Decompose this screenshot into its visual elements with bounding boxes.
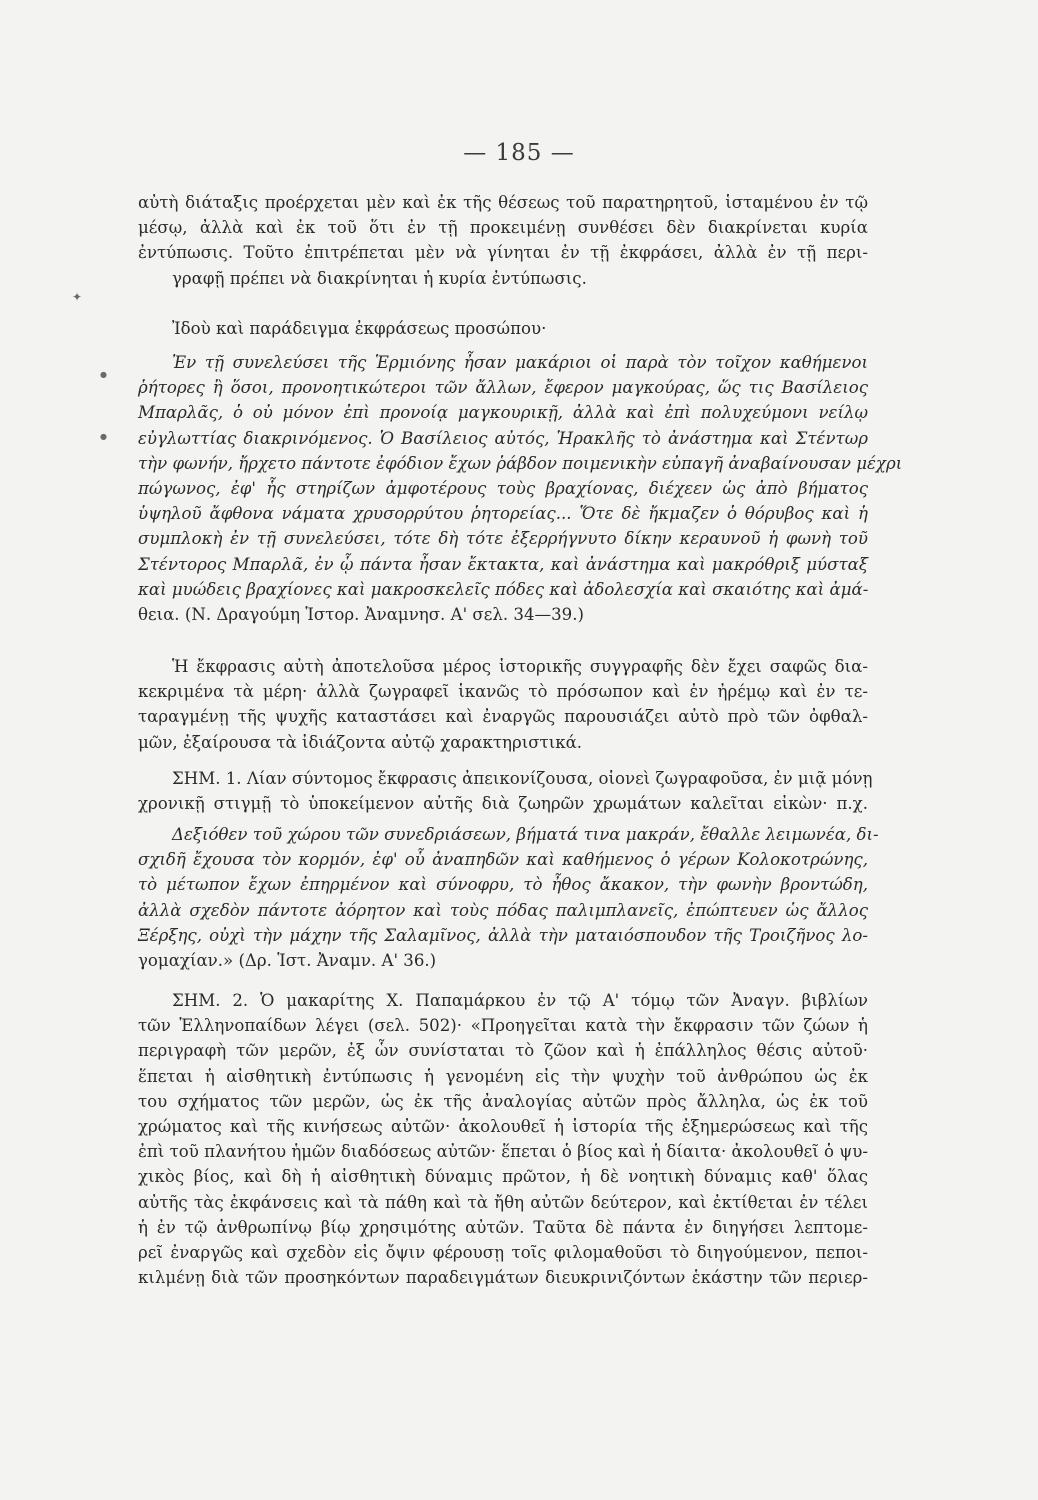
text-line: ἕπεται ἡ αἰσθητικὴ ἐντύπωσις ἡ γενομένη εἰς τὴν ψυχὴν τοῦ ἀνθρώπου ὡς ἐκ	[138, 1066, 868, 1086]
text-line: αὐτῆς τὰς ἐκφάνσεις καὶ τὰ πάθη καὶ τὰ ἤθη αὐτῶν δεύτερον, καὶ ἐκτίθεται ἐν τέλει	[138, 1192, 868, 1212]
text-line: ΣΗΜ. 2. Ὁ μακαρίτης Χ. Παπαμάρκου ἐν τῷ Α' τόμῳ τῶν Ἀναγν. βιβλίων	[172, 991, 868, 1010]
text-line: συμπλοκὴ ἐν τῇ συνελεύσει, τότε δὴ τότε ἐξερρήγνυτο δίκην κεραυνοῦ ἡ φωνὴ τοῦ	[138, 529, 868, 549]
text-line: ρεῖ ἐναργῶς καὶ σχεδὸν εἰς ὄψιν φέρουσῃ τοῖς φιλομαθοῦσι τὸ διηγούμενον, πεποι-	[138, 1242, 868, 1262]
text-line: ῥήτορες ἢ ὅσοι, προνοητικώτεροι τῶν ἄλλων, ἔφερον μαγκούρας, ὥς τις Βασίλειος	[138, 378, 868, 398]
text-line: ἐντύπωσις. Τοῦτο ἐπιτρέπεται μὲν νὰ γίνηται ἐν τῇ ἐκφράσει, ἀλλὰ ἐν τῇ περι-	[138, 243, 868, 263]
text-line: τῶν Ἑλληνοπαίδων λέγει (σελ. 502)· «Προηγεῖται κατὰ τὴν ἔκφρασιν τῶν ζώων ἡ	[138, 1016, 868, 1036]
text-line: Ἰδοὺ καὶ παράδειγμα ἐκφράσεως προσώπου·	[172, 319, 547, 338]
text-line: Ξέρξης, οὐχὶ τὴν μάχην τῆς Σαλαμῖνος, ἀλλὰ τὴν ματαιόσπουδον τῆς Τροιζῆνος λο-	[138, 925, 868, 945]
text-line: μῶν, ἐξαίρουσα τὰ ἰδιάζοντα αὐτῷ χαρακτηριστικά.	[138, 732, 583, 752]
text-line: Μπαρλᾶς, ὁ οὐ μόνον ἐπὶ προνοίᾳ μαγκουρικῇ, ἀλλὰ καὶ ἐπὶ πολυχεύμονι νείλῳ	[138, 403, 868, 423]
text-line: κιλμένῃ διὰ τῶν προσηκόντων παραδειγμάτων διευκρινιζόντων ἑκάστην τῶν περιερ-	[138, 1268, 868, 1288]
margin-dot-icon: ●	[100, 432, 107, 441]
text-line: Ἡ ἔκφρασις αὐτὴ ἀποτελοῦσα μέρος ἱστορικῆς συγγραφῆς δὲν ἔχει σαφῶς δια-	[172, 657, 868, 676]
text-line: Ἐν τῇ συνελεύσει τῆς Ἑρμιόνης ἦσαν μακάριοι οἱ παρὰ τὸν τοῖχον καθήμενοι	[172, 353, 868, 372]
text-line: περιγραφὴ τῶν μερῶν, ἐξ ὧν συνίσταται τὸ ζῶον καὶ ἡ ἐπάλληλος θέσις αὐτοῦ·	[138, 1041, 868, 1061]
quotation-barlas	[138, 350, 903, 627]
text-line: ἡ ἐν τῷ ἀνθρωπίνῳ βίῳ χρησιμότης αὐτῶν. Ταῦτα δὲ πάντα ἐν διηγήσει λεπτομε-	[138, 1217, 868, 1237]
note-2	[138, 988, 868, 1290]
text-line: αὐτὴ διάταξις προέρχεται μὲν καὶ ἐκ τῆς θέσεως τοῦ παρατηρητοῦ, ἱσταμένου ἐν τῷ	[138, 193, 868, 212]
paragraph-intro	[138, 190, 868, 291]
text-line: χρώματος καὶ τῆς κινήσεως αὐτῶν· ἀκολουθεῖ ἡ ἱστορία τῆς ἐξημερώσεως καὶ τῆς	[138, 1116, 868, 1136]
text-line: κεκριμένα τὰ μέρη· ἀλλὰ ζωγραφεῖ ἱκανῶς τὸ πρόσωπον καὶ ἐν ἠρέμῳ καὶ ἐν τε-	[138, 682, 868, 702]
paragraph-example-heading	[138, 316, 868, 341]
text-line: τὴν φωνήν, ἤρχετο πάντοτε ἐφόδιον ἔχων ῥάβδον ποιμενικὴν εὐπαγῆ ἀναβαίνουσαν μέχρι	[138, 453, 903, 473]
text-line: μέσῳ, ἀλλὰ καὶ ἐκ τοῦ ὅτι ἐν τῇ προκειμένῃ συνθέσει δὲν διακρίνεται κυρία	[138, 218, 868, 238]
text-line: χικὸς βίος, καὶ δὴ ἡ αἰσθητικὴ δύναμις πρῶτον, ἡ δὲ νοητικὴ δύναμις καθ' ὅλας	[138, 1167, 868, 1187]
citation-line: θεια. (Ν. Δραγούμη Ἱστορ. Ἀναμνησ. Α' σελ. 34—39.)	[138, 604, 584, 624]
text-line: χρονικῇ στιγμῇ τὸ ὑποκείμενον αὐτῆς διὰ ζωηρῶν χρωμάτων καλεῖται εἰκὼν· π.χ.	[138, 794, 868, 814]
text-line: Στέντορος Μπαρλᾶ, ἐν ᾧ πάντα ἦσαν ἔκτακτα, καὶ ἀνάστημα καὶ μακρόθριξ μύσταξ	[138, 554, 868, 574]
page-number: — 185 —	[463, 140, 575, 166]
paragraph-commentary	[138, 654, 868, 755]
text-line: εὐγλωττίας διακρινόμενος. Ὁ Βασίλειος αὐτός, Ἡρακλῆς τὸ ἀνάστημα καὶ Στέντωρ	[138, 428, 868, 448]
text-line: καὶ μυώδεις βραχίονες καὶ μακροσκελεῖς πόδες καὶ ἀδολεσχία καὶ σκαιότης καὶ ἀμά-	[138, 579, 869, 599]
citation-line: γομαχίαν.» (Δρ. Ἱστ. Ἀναμν. Α' 36.)	[138, 950, 437, 970]
quotation-kolokotronis	[138, 822, 879, 973]
text-line: Δεξιόθεν τοῦ χώρου τῶν συνεδριάσεων, βήματά τινα μακράν, ἔθαλλε λειμωνέα, δι-	[172, 825, 879, 844]
text-line: πώγωνος, ἐφ' ἧς στηρίζων ἀμφοτέρους τοὺς βραχίονας, διέχεεν ὡς ἀπὸ βήματος	[138, 478, 868, 498]
text-line: ἀλλὰ σχεδὸν πάντοτε ἀόρητον καὶ τοὺς πόδας παλιμπλανεῖς, ἐπώπτευεν ὡς ἄλλος	[138, 900, 868, 920]
text-line: του σχήματος τῶν μερῶν, ὡς ἐκ τῆς ἀναλογίας αὐτῶν πρὸς ἄλληλα, ὡς ἐκ τοῦ	[138, 1091, 868, 1111]
text-line: ΣΗΜ. 1. Λίαν σύντομος ἔκφρασις ἀπεικονίζουσα, οἱονεὶ ζωγραφοῦσα, ἐν μιᾷ μόνῃ	[172, 769, 873, 788]
margin-dot-icon: ●	[100, 370, 107, 379]
text-line: σχιδῆ ἔχουσα τὸν κορμόν, ἐφ' οὗ ἀναπηδῶν καὶ καθήμενος ὁ γέρων Κολοκοτρώνης,	[138, 850, 868, 870]
text-line: ἐπὶ τοῦ πλανήτου ἡμῶν διαδόσεως αὐτῶν· ἕπεται ὁ βίος καὶ ἡ δίαιτα· ἀκολουθεῖ ὁ ψυ-	[138, 1142, 868, 1162]
text-line: ταραγμένῃ τῆς ψυχῆς καταστάσει καὶ ἐναργῶς παρουσιάζει αὐτὸ πρὸ τῶν ὀφθαλ-	[138, 707, 868, 727]
text-line: ὑψηλοῦ ἄφθονα νάματα χρυσορρύτου ῥητορείας... Ὅτε δὲ ἤκμαζεν ὁ θόρυβος καὶ ἡ	[138, 504, 868, 524]
text-line: τὸ μέτωπον ἔχων ἐπηρμένον καὶ σύνοφρυ, τὸ ἦθος ἄκακον, τὴν φωνὴν βροντώδη,	[138, 875, 868, 895]
text-line: γραφῇ πρέπει νὰ διακρίνηται ἡ κυρία ἐντύπωσις.	[172, 268, 587, 288]
margin-mark-icon: ✦	[72, 290, 83, 304]
note-1	[138, 766, 873, 816]
